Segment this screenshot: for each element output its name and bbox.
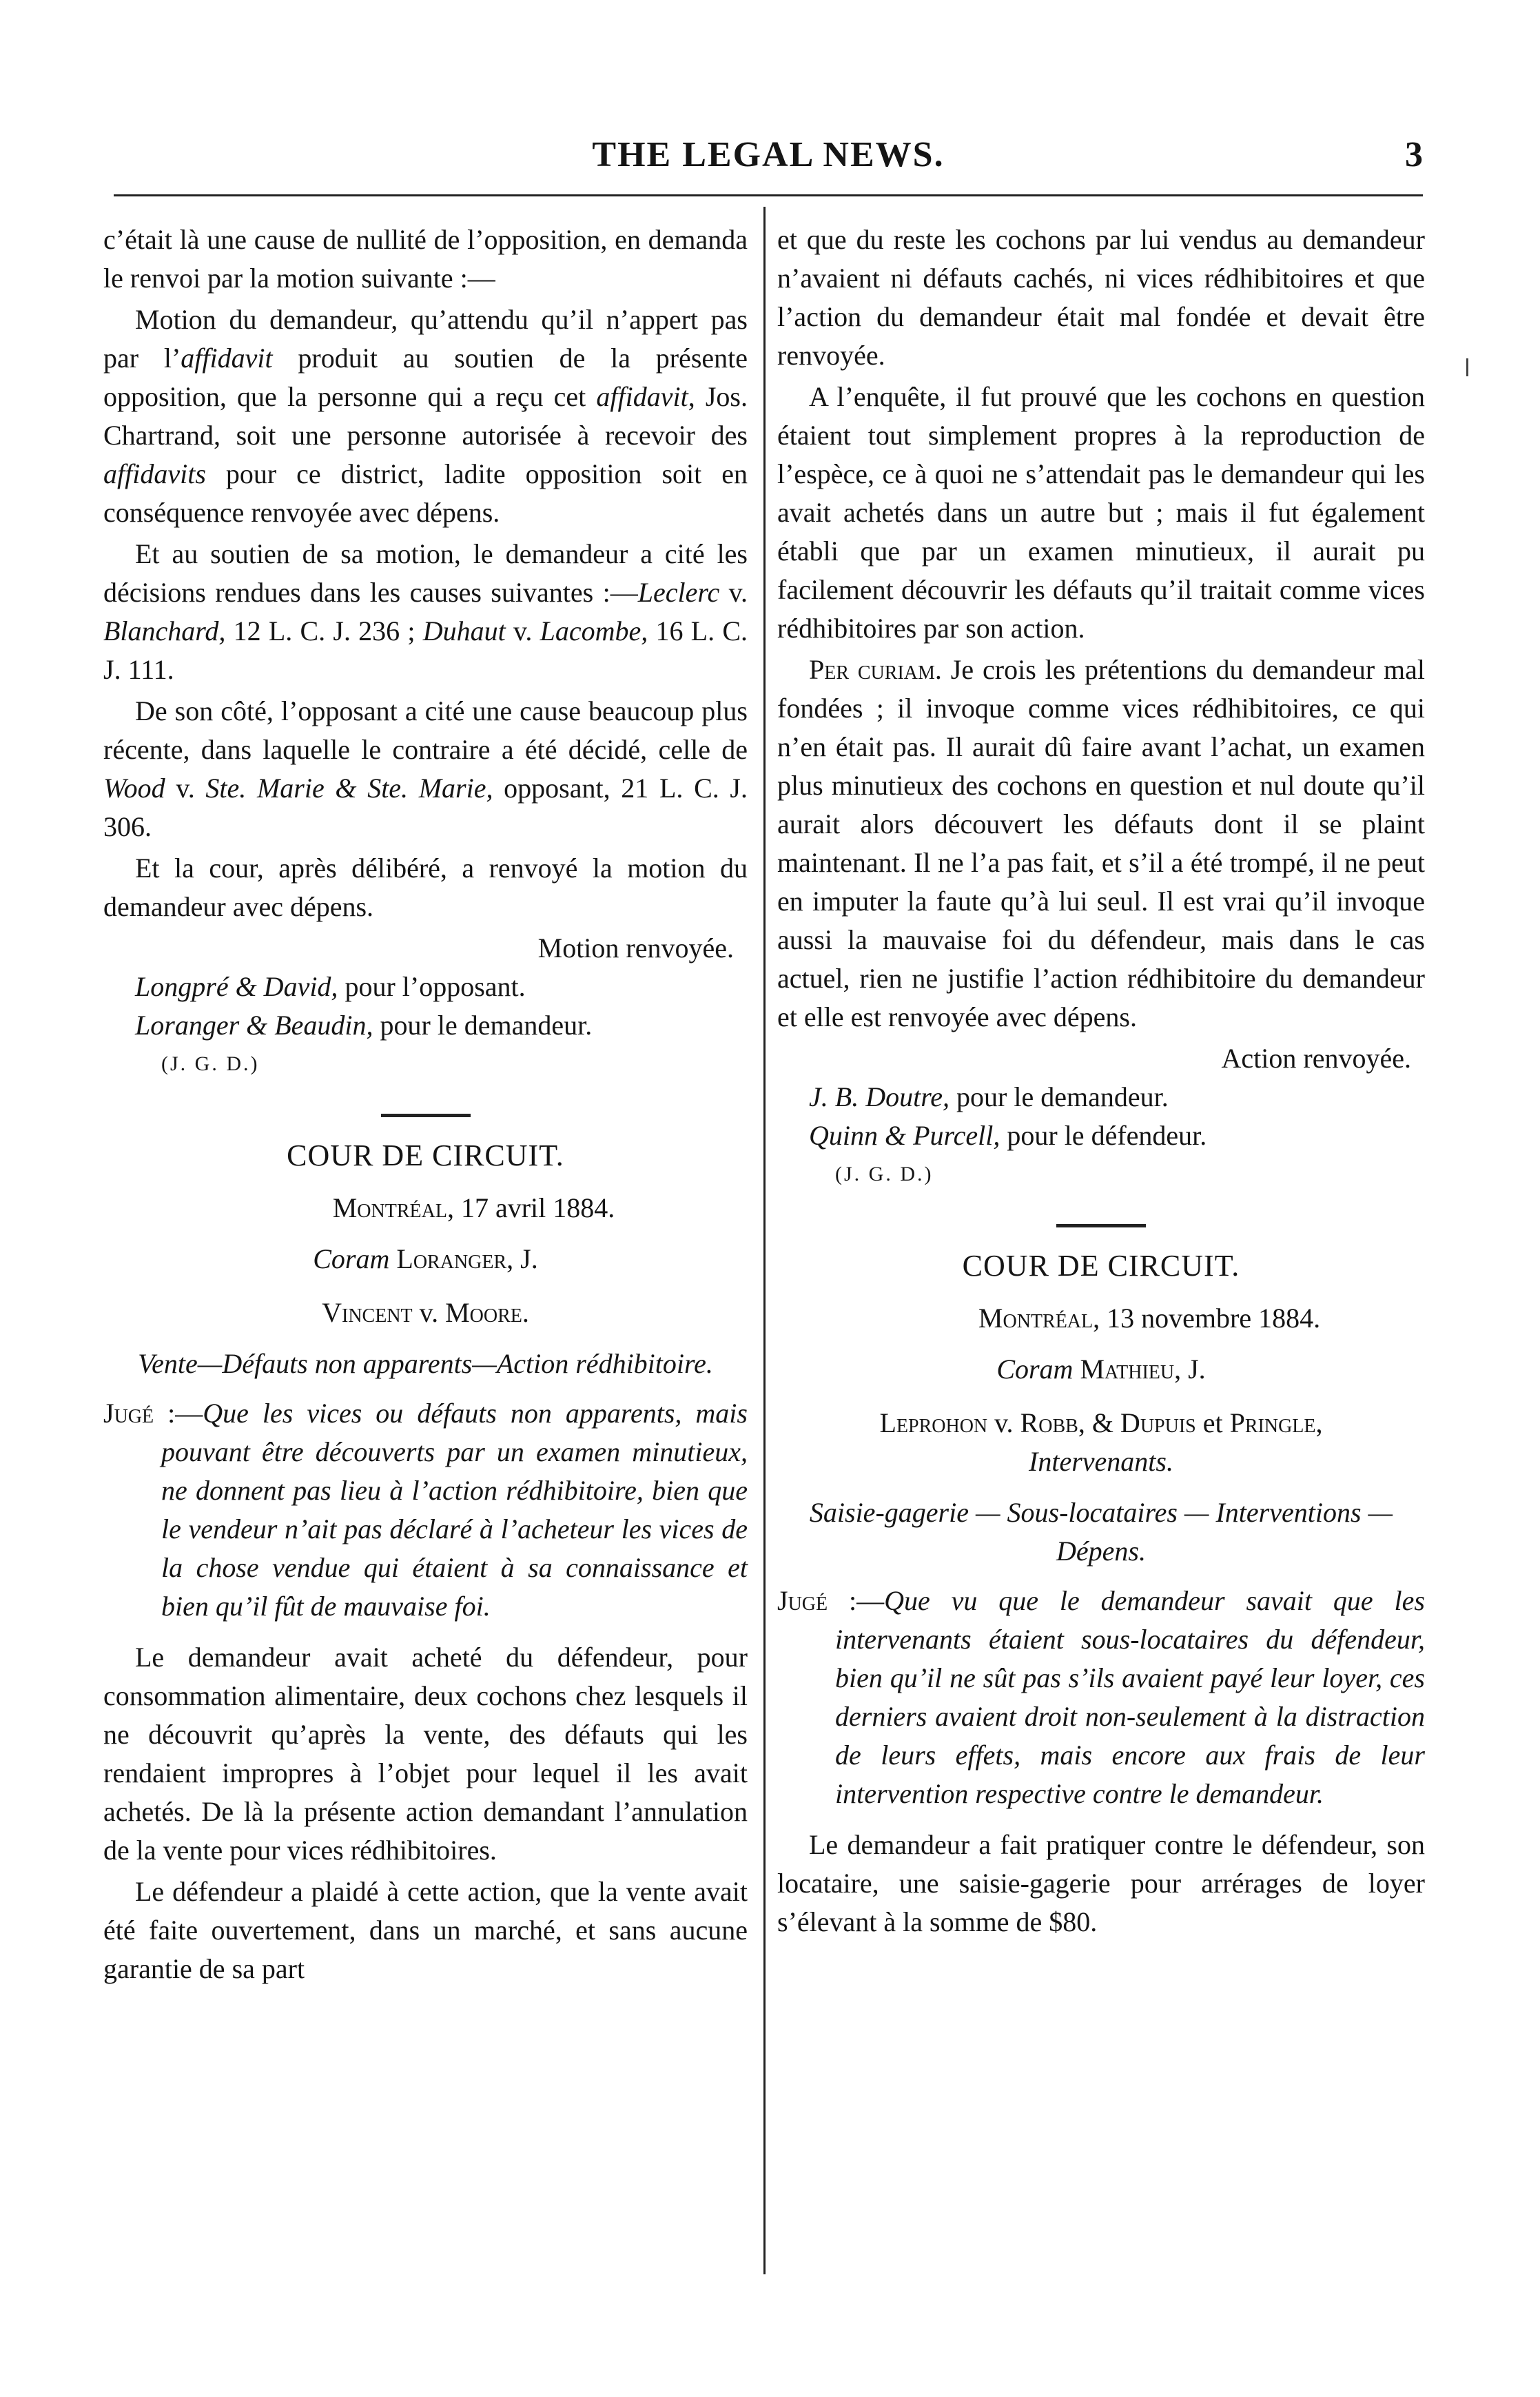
paragraph: A l’enquête, il fut prouvé que les cochons en question étaient tout simplement propres à la reproduction de l’espèce, ce à quoi ne s’attendait pas le demandeur qui les avait achetés dans un autre but ; mais il fut également établi que par un examen minutieux, il aurait pu facilement découvrir les défauts qu’il traitait comme vices rédhibitoires par son action. bbox=[777, 381, 1425, 644]
paragraph: Et la cour, après délibéré, a renvoyé la motion du demandeur avec dépens. bbox=[103, 853, 748, 922]
column-divider bbox=[763, 207, 766, 2274]
paragraph: Le demandeur avait acheté du défendeur, pour consommation alimentaire, deux cochons chez lesquels il ne découvrit qu’après la vente, des défauts qui les rendaient impropres à l’objet pour lequel il les avait achetés. De là la présente action demandant l’annulation de la vente pour vices rédhibitoires. bbox=[103, 1642, 748, 1866]
counsel-line: Loranger & Beaudin, pour le demandeur. bbox=[135, 1010, 593, 1041]
case-date: Montréal, 13 novembre 1884. bbox=[978, 1303, 1321, 1334]
section-rule bbox=[381, 1114, 471, 1117]
right-column bbox=[777, 221, 1425, 1944]
page-header bbox=[114, 134, 1423, 190]
running-title: THE LEGAL NEWS. bbox=[592, 135, 945, 174]
paragraph: et que du reste les cochons par lui vendus au demandeur n’avaient ni défauts cachés, ni vices rédhibitoires et que l’action du demandeur était mal fondée et devait être renvoyée. bbox=[777, 224, 1425, 371]
paragraph: Le défendeur a plaidé à cette action, que la vente avait été faite ouvertement, dans un marché, et sans aucune garantie de sa part bbox=[103, 1876, 748, 1984]
left-column bbox=[103, 221, 748, 1991]
paragraph-motion: Motion du demandeur, qu’attendu qu’il n’appert pas par l’affidavit produit au soutien de la présente opposition, que la personne qui a reçu cet affidavit, Jos. Chartrand, soit une personne autorisée à recevoir des affidavits pour ce district, ladite opposition soit en conséquence renvoyée avec dépens. bbox=[103, 304, 748, 528]
paragraph: Le demandeur a fait pratiquer contre le défendeur, son locataire, une saisie-gagerie pour arrérages de loyer s’élevant à la somme de $80. bbox=[777, 1829, 1425, 1937]
court-heading: COUR DE CIRCUIT. bbox=[962, 1249, 1240, 1283]
coram-line: Coram Mathieu, J. bbox=[996, 1354, 1206, 1385]
court-heading: COUR DE CIRCUIT. bbox=[287, 1139, 564, 1172]
section-rule bbox=[1056, 1224, 1146, 1227]
case-date: Montréal, 17 avril 1884. bbox=[332, 1192, 615, 1223]
case-rubric: Vente—Défauts non apparents—Action rédhibitoire. bbox=[138, 1348, 713, 1379]
holding: Jugé :—Que les vices ou défauts non apparents, mais pouvant être découverts par un examen minutieux, ne donnent pas lieu à l’action rédhibitoire, bien que le vendeur n’ait pas déclaré à l’acheteur les vices de la chose vendue qui étaient à sa connaissance et bien qu’il fût de mauvaise foi. bbox=[103, 1398, 748, 1622]
page-number: 3 bbox=[1405, 135, 1423, 174]
case-parties: Leprohon v. Robb, & Dupuis et Pringle, Intervenants. bbox=[879, 1407, 1323, 1477]
counsel-line: Quinn & Purcell, pour le défendeur. bbox=[809, 1120, 1207, 1151]
result-line: Motion renvoyée. bbox=[537, 932, 734, 963]
paragraph: c’était là une cause de nullité de l’opposition, en demanda le renvoi par la motion suivante :— bbox=[103, 224, 748, 294]
holding: Jugé :—Que vu que le demandeur savait que les intervenants étaient sous-locataires du défendeur, bien qu’il ne sût pas s’ils avaient payé leur loyer, ces derniers avaient droit non-seulement à la distraction de leurs effets, mais encore aux frais de leur intervention respective contre le demandeur. bbox=[777, 1585, 1425, 1809]
reporter-initials: (J. G. D.) bbox=[161, 1052, 260, 1075]
case-parties: Vincent v. Moore. bbox=[322, 1297, 529, 1328]
header-rule bbox=[114, 194, 1423, 196]
result-line: Action renvoyée. bbox=[1221, 1043, 1411, 1074]
paragraph-citations: Et au soutien de sa motion, le demandeur a cité les décisions rendues dans les causes suivantes :—Leclerc v. Blanchard, 12 L. C. J. 236 ; Duhaut v. Lacombe, 16 L. C. J. 111. bbox=[103, 538, 748, 685]
paragraph-opposant: De son côté, l’opposant a cité une cause beaucoup plus récente, dans laquelle le contraire a été décidé, celle de Wood v. Ste. Marie & Ste. Marie, opposant, 21 L. C. J. 306. bbox=[103, 695, 748, 842]
paragraph-per-curiam: Per curiam. Je crois les prétentions du demandeur mal fondées ; il invoque comme vices rédhibitoires, ce qui n’en était pas. Il aurait dû faire avant l’achat, un examen plus minutieux des cochons en question et nul doute qu’il aurait alors découvert les défauts dont il se plaint maintenant. Il ne l’a pas fait, et s’il a été trompé, il ne peut en imputer la faute qu’à lui seul. Il est vrai qu’il invoque aussi la mauvaise foi du défendeur, mais dans le cas actuel, rien ne justifie l’action rédhibitoire du demandeur et elle est renvoyée avec dépens. bbox=[777, 654, 1425, 1032]
stray-mark bbox=[1466, 358, 1468, 376]
counsel-line: J. B. Doutre, pour le demandeur. bbox=[809, 1081, 1169, 1112]
counsel-line: Longpré & David, pour l’opposant. bbox=[135, 971, 526, 1002]
reporter-initials: (J. G. D.) bbox=[835, 1163, 934, 1185]
case-rubric: Saisie-gagerie — Sous-locataires — Interventions —Dépens. bbox=[809, 1497, 1393, 1567]
coram-line: Coram Loranger, J. bbox=[313, 1243, 538, 1274]
